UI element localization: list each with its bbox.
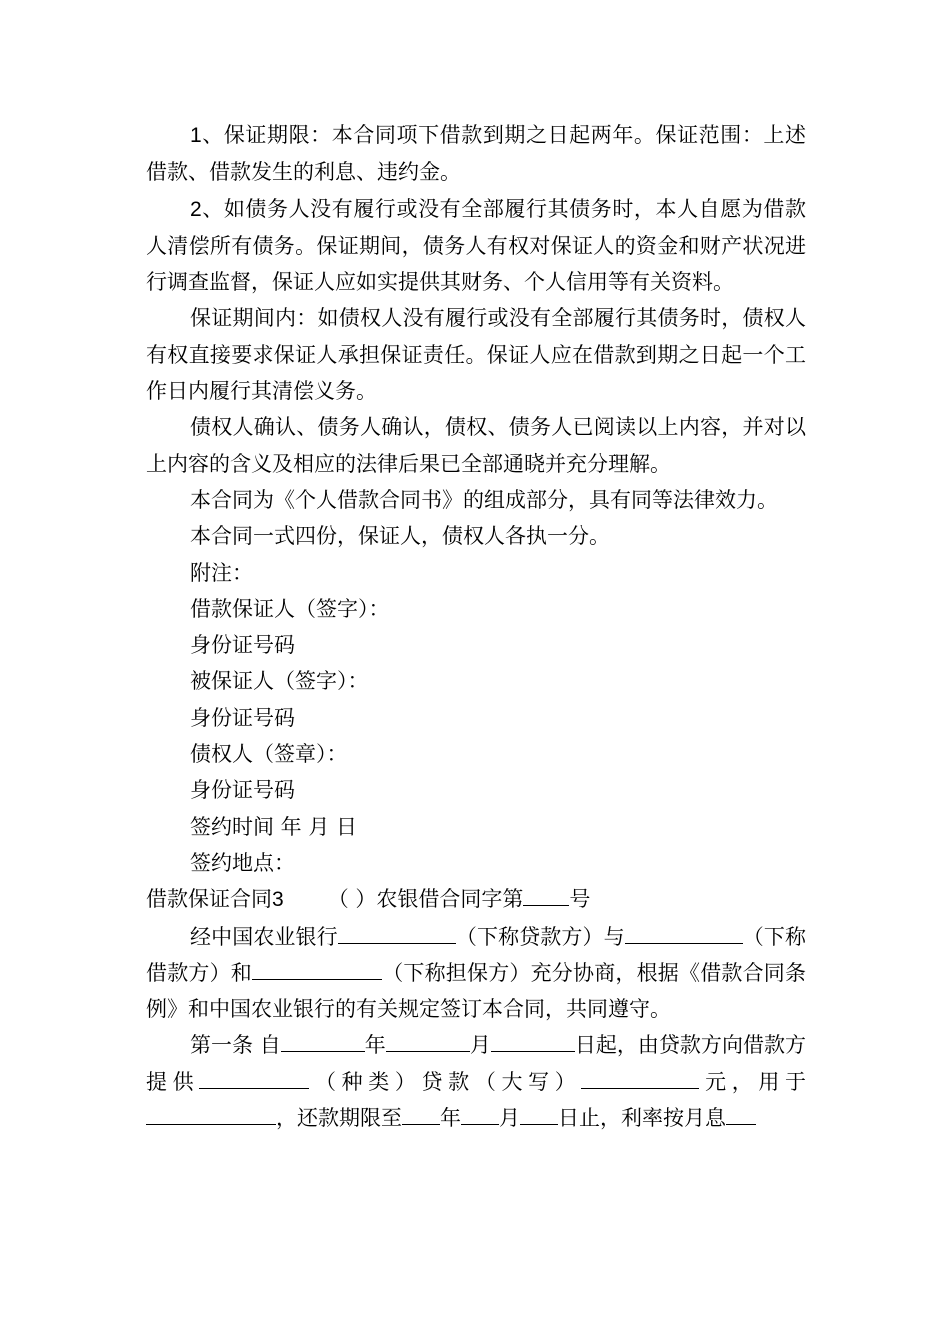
signature-guarantor: 借款保证人（签字）： bbox=[190, 596, 390, 621]
contract-no-suffix: 号 bbox=[569, 887, 591, 912]
signature-id-number: 身份证号码 bbox=[190, 705, 295, 730]
paragraph-confirmation: 债权人确认、债务人确认，债权、债务人已阅读以上内容，并对以上内容的含义及相应的法律后果已全部通晓并充分理解。 bbox=[146, 415, 806, 476]
article-text: 日止，利率按月息 bbox=[558, 1106, 726, 1131]
interest-blank bbox=[726, 1100, 756, 1125]
paragraph-text: 、保证期限：本合同项下借款到期之日起两年。保证范围：上述借款、借款发生的利息、违约金。 bbox=[146, 123, 806, 185]
article-text: （种类）贷款（大写） bbox=[309, 1069, 582, 1094]
article-text: 日起，由贷款方向借款方提供 bbox=[146, 1033, 806, 1094]
intro-text: （下称担保方）充分协商，根据《借款合同条例》和中国农业银行的有关规定签订本合同，共同遵守。 bbox=[146, 960, 806, 1022]
contract-heading bbox=[146, 881, 806, 918]
contract-no-prefix: （ ）农银借合同字第 bbox=[327, 887, 524, 912]
contract-intro bbox=[146, 919, 806, 1028]
signature-creditor: 债权人（签章）： bbox=[190, 742, 348, 767]
purpose-blank bbox=[146, 1100, 276, 1125]
contract-number: 3 bbox=[272, 888, 284, 912]
contract-title: 借款保证合同 bbox=[146, 887, 272, 912]
repay-month-blank bbox=[461, 1100, 499, 1125]
intro-text: （下称借款方）和 bbox=[146, 924, 807, 985]
paragraph-guarantee-period: 保证期间内：如债权人没有履行或没有全部履行其债务时，债权人有权直接要求保证人承担保证责任。保证人应在借款到期之日起一个工作日内履行其清偿义务。 bbox=[146, 306, 806, 404]
article-text: 年 bbox=[440, 1106, 461, 1131]
article-text: ，还款期限至 bbox=[276, 1106, 402, 1131]
signature-id-number: 身份证号码 bbox=[190, 633, 295, 658]
guarantor-blank bbox=[252, 955, 382, 980]
document-body bbox=[146, 117, 806, 1136]
year-blank bbox=[281, 1027, 365, 1052]
repay-year-blank bbox=[402, 1100, 440, 1125]
article-text: 月 bbox=[499, 1106, 520, 1131]
day-blank bbox=[491, 1027, 575, 1052]
signature-date: 签约时间 年 月 日 bbox=[190, 814, 358, 839]
signature-note: 附注： bbox=[190, 560, 253, 585]
loan-type-blank bbox=[199, 1064, 309, 1089]
paragraph-guarantee-term bbox=[146, 117, 806, 191]
item-number: 2 bbox=[190, 197, 202, 221]
intro-text: （下称贷款方）与 bbox=[455, 924, 625, 949]
contract-no-blank bbox=[523, 881, 569, 906]
paragraph-debtor-default bbox=[146, 191, 806, 301]
article-text: 第一条 自 bbox=[190, 1033, 281, 1058]
signature-guaranteed: 被保证人（签字）： bbox=[190, 669, 369, 694]
intro-text: 经中国农业银行 bbox=[190, 924, 338, 949]
paragraph-copies: 本合同一式四份，保证人，债权人各执一分。 bbox=[190, 524, 610, 549]
paragraph-part-of-contract: 本合同为《个人借款合同书》的组成部分，具有同等法律效力。 bbox=[190, 487, 778, 512]
signature-id-number: 身份证号码 bbox=[190, 778, 295, 803]
article-text: 月 bbox=[469, 1033, 491, 1058]
article-text: 年 bbox=[364, 1033, 386, 1058]
article-text: 元，用于 bbox=[699, 1069, 807, 1094]
amount-blank bbox=[581, 1064, 699, 1089]
repay-day-blank bbox=[520, 1100, 558, 1125]
paragraph-text: 、如债务人没有履行或没有全部履行其债务时，本人自愿为借款人清偿所有债务。保证期间，债务人有权对保证人的资金和财产状况进行调查监督，保证人应如实提供其财务、个人信用等有关资料。 bbox=[146, 196, 806, 295]
borrower-blank bbox=[625, 919, 743, 944]
item-number: 1 bbox=[190, 124, 202, 147]
signature-place: 签约地点： bbox=[190, 850, 295, 875]
month-blank bbox=[386, 1027, 470, 1052]
lender-blank bbox=[338, 919, 456, 944]
article-one bbox=[146, 1027, 806, 1136]
